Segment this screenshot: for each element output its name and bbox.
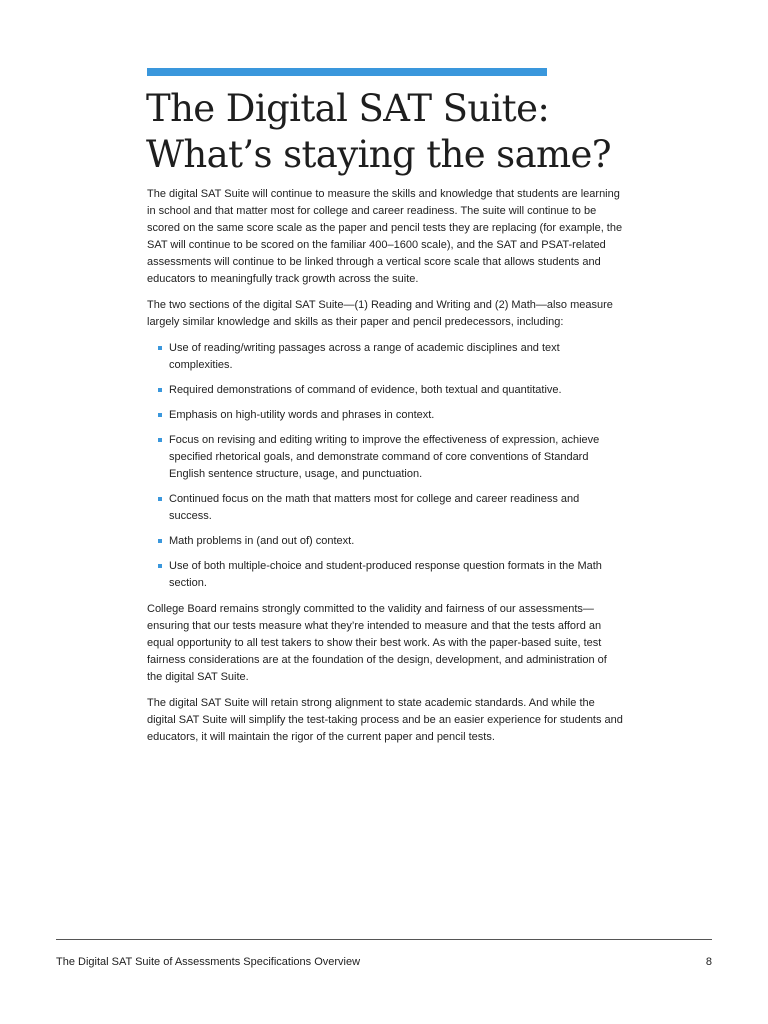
page-title-line-1: The Digital SAT Suite:	[146, 87, 550, 130]
list-item	[147, 340, 625, 374]
square-bullet-icon	[158, 438, 162, 442]
paragraph-fairness: College Board remains strongly committed to the validity and fairness of our assessments—ensuring that our tests measure what they’re intended to measure and that the tests afford an equal opportunity to all test takers to show their best work. As with the paper-based suite, test fairness considerations are at the foundation of the design, development, and administration of the digital SAT Suite.	[147, 603, 607, 683]
accent-bar	[147, 68, 547, 76]
page-title-line-2: What’s staying the same?	[146, 133, 612, 176]
square-bullet-icon	[158, 388, 162, 392]
square-bullet-icon	[158, 497, 162, 501]
list-item-text: Emphasis on high-utility words and phrases in context.	[169, 409, 435, 421]
paragraph-intro: The digital SAT Suite will continue to measure the skills and knowledge that students are learning in school and that matter most for college and career readiness. The suite will continue to be scored on the same score scale as the paper and pencil tests they are replacing (for example, the SAT will continue to be scored on the familiar 400–1600 scale), and the SAT and PSAT-related assessments will continue to be linked through a vertical score scale that allows students and educators to meaningfully track growth across the suite.	[147, 188, 623, 285]
square-bullet-icon	[158, 564, 162, 568]
list-item	[147, 533, 625, 550]
list-item-text: Required demonstrations of command of evidence, both textual and quantitative.	[169, 384, 562, 396]
list-item-text: Math problems in (and out of) context.	[169, 535, 355, 547]
square-bullet-icon	[158, 539, 162, 543]
list-item	[147, 558, 625, 592]
footer-document-title: The Digital SAT Suite of Assessments Specifications Overview	[56, 956, 361, 968]
list-item	[147, 432, 625, 483]
page-title	[146, 86, 666, 178]
body-content	[147, 186, 625, 755]
page-number: 8	[705, 956, 712, 968]
list-item	[147, 491, 625, 525]
list-item	[147, 407, 625, 424]
list-item	[147, 382, 625, 399]
skills-list	[147, 340, 625, 592]
paragraph-alignment: The digital SAT Suite will retain strong alignment to state academic standards. And while the digital SAT Suite will simplify the test-taking process and be an easier experience for students and educators, it will maintain the rigor of the current paper and pencil tests.	[147, 697, 623, 743]
square-bullet-icon	[158, 413, 162, 417]
list-item-text: Use of reading/writing passages across a range of academic disciplines and text complexities.	[169, 342, 560, 371]
list-item-text: Continued focus on the math that matters most for college and career readiness and success.	[169, 493, 580, 522]
list-item-text: Focus on revising and editing writing to improve the effectiveness of expression, achieve specified rhetorical goals, and demonstrate command of core conventions of Standard English sentence structure, usage, and punctuation.	[169, 434, 600, 480]
paragraph-sections: The two sections of the digital SAT Suite—(1) Reading and Writing and (2) Math—also measure largely similar knowledge and skills as their paper and pencil predecessors, including:	[147, 299, 613, 328]
footer-divider	[56, 939, 712, 940]
list-item-text: Use of both multiple-choice and student-produced response question formats in the Math section.	[169, 560, 602, 589]
square-bullet-icon	[158, 346, 162, 350]
